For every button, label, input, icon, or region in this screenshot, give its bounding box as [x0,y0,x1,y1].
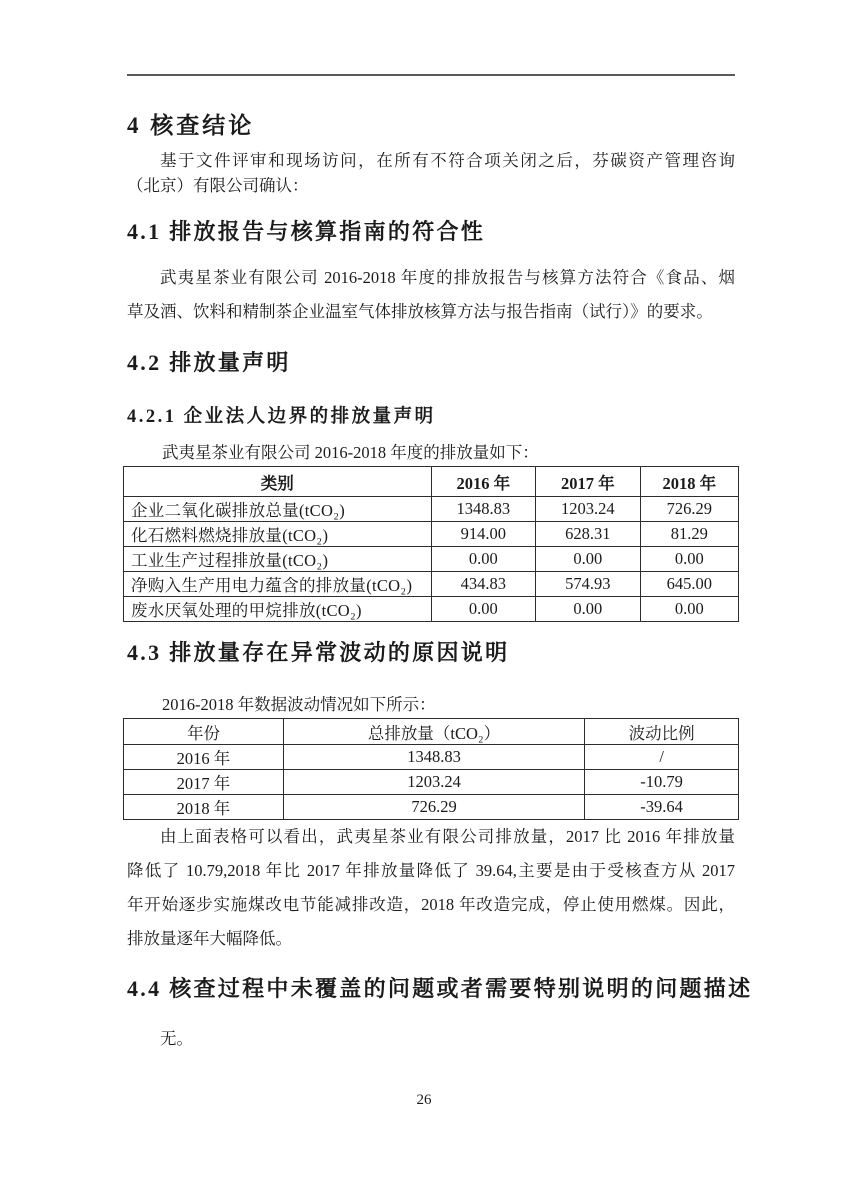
emissions-table-intro: 武夷星茶业有限公司 2016-2018 年度的排放量如下： [162,443,539,462]
table-cell: 2016 年 [124,745,284,770]
section-4-2-heading: 4.2 排放量声明 [127,350,291,375]
table-row [124,795,739,820]
table-cell: 0.00 [431,597,536,622]
paragraph-line: 无。 [160,1029,193,1048]
fluctuation-table [123,718,739,820]
table-header-row [124,467,739,497]
section-4-1-heading: 4.1 排放报告与核算指南的符合性 [127,219,486,244]
table-cell: 574.93 [536,572,641,597]
table-cell: 81.29 [640,522,738,547]
header-rule [127,74,735,76]
table-row [124,497,739,522]
table-cell: 434.83 [431,572,536,597]
table-cell: 0.00 [640,597,738,622]
column-header: 年份 [124,719,284,745]
paragraph-line: （北京）有限公司确认： [127,176,309,195]
section-4-heading: 4 核查结论 [127,113,255,138]
table-cell: 0.00 [640,547,738,572]
table-row [124,745,739,770]
table-header-row [124,719,739,745]
paragraph-line: 草及酒、饮料和精制茶企业温室气体排放核算方法与报告指南（试行）》的要求。 [127,302,713,321]
paragraph-line: 武夷星茶业有限公司 2016-2018 年度的排放报告与核算方法符合《食品、烟 [160,268,735,287]
table-cell: -10.79 [585,770,739,795]
table-cell: 645.00 [640,572,738,597]
column-header: 2017 年 [536,467,641,497]
table-cell: 1203.24 [283,770,584,795]
paragraph-line: 基于文件评审和现场访问，在所有不符合项关闭之后，芬碳资产管理咨询 [160,151,735,170]
column-header: 类别 [124,467,432,497]
page-number: 26 [416,1092,432,1108]
table-cell: -39.64 [585,795,739,820]
table-row [124,572,739,597]
fluctuation-table-intro: 2016-2018 年数据波动情况如下所示： [162,695,436,714]
column-header: 总排放量（tCO₂） [283,719,584,745]
table-cell: 726.29 [283,795,584,820]
column-header: 2016 年 [431,467,536,497]
paragraph-line: 年开始逐步实施煤改电节能减排改造，2018 年改造完成，停止使用燃煤。因此， [127,895,735,914]
table-cell: 0.00 [536,597,641,622]
table-cell: 0.00 [536,547,641,572]
section-4-1-paragraph [127,261,735,329]
row-label: 废水厌氧处理的甲烷排放(tCO₂) [124,597,432,622]
paragraph-line: 由上面表格可以看出，武夷星茶业有限公司排放量，2017 比 2016 年排放量 [160,827,735,846]
section-4-2-1-heading: 4.2.1 企业法人边界的排放量声明 [127,407,436,427]
table-row [124,547,739,572]
table-cell: 1348.83 [283,745,584,770]
section-4-3-heading: 4.3 排放量存在异常波动的原因说明 [127,640,510,665]
table-row [124,770,739,795]
section-4-4-paragraph [127,1022,735,1056]
table-cell: 2018 年 [124,795,284,820]
table-cell: 1203.24 [536,497,641,522]
table-cell: / [585,745,739,770]
table-row [124,522,739,547]
row-label: 净购入生产用电力蕴含的排放量(tCO₂) [124,572,432,597]
section-4-4-heading: 4.4 核查过程中未覆盖的问题或者需要特别说明的问题描述 [127,976,753,1001]
table-cell: 1348.83 [431,497,536,522]
page-content [127,0,753,1056]
paragraph-line: 降低了 10.79,2018 年比 2017 年排放量降低了 39.64,主要是由于受核查方从 2017 [127,861,735,880]
table-row [124,597,739,622]
table-cell: 914.00 [431,522,536,547]
column-header: 2018 年 [640,467,738,497]
table-cell: 0.00 [431,547,536,572]
column-header: 波动比例 [585,719,739,745]
paragraph-line: 排放量逐年大幅降低。 [127,929,292,948]
table-cell: 726.29 [640,497,738,522]
emissions-table [123,466,739,622]
row-label: 化石燃料燃烧排放量(tCO₂) [124,522,432,547]
table-cell: 628.31 [536,522,641,547]
section-4-paragraph [127,148,735,198]
section-4-3-paragraph [127,820,735,956]
row-label: 企业二氧化碳排放总量(tCO₂) [124,497,432,522]
row-label: 工业生产过程排放量(tCO₂) [124,547,432,572]
table-cell: 2017 年 [124,770,284,795]
